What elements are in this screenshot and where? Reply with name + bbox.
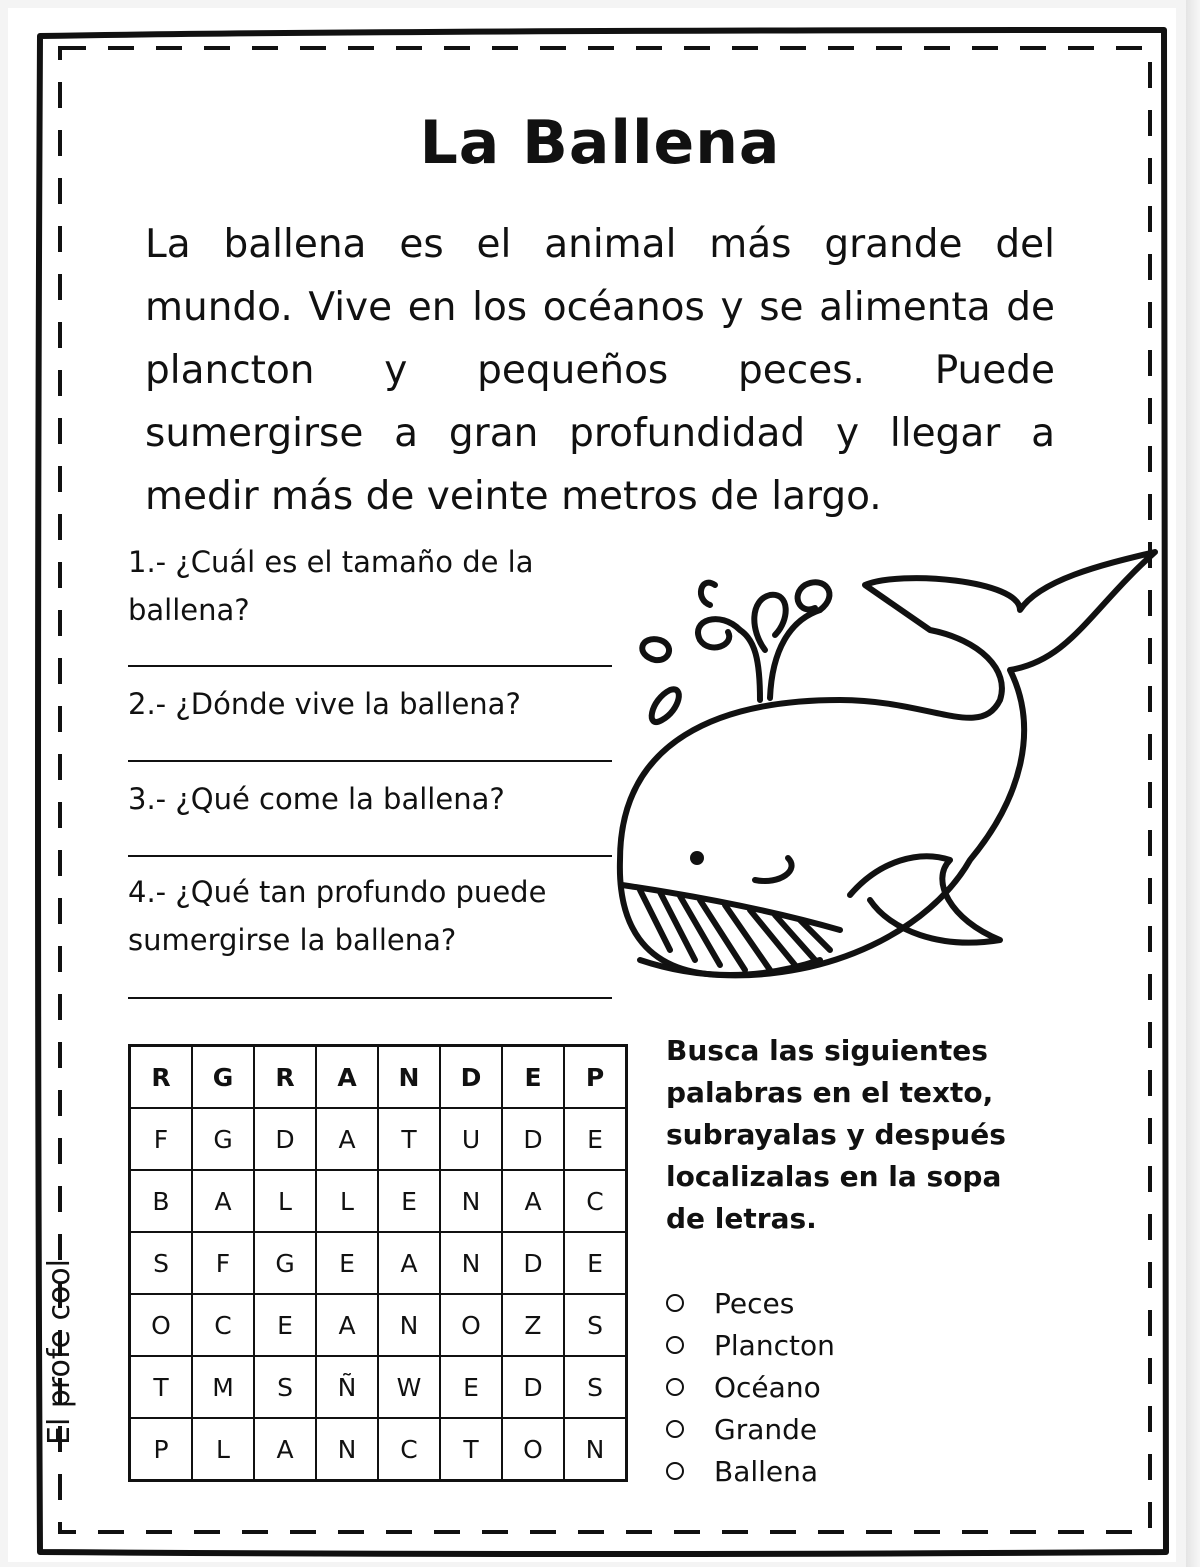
grid-cell[interactable]: N: [316, 1418, 378, 1481]
grid-cell[interactable]: E: [502, 1046, 564, 1109]
grid-cell[interactable]: S: [564, 1356, 627, 1418]
grid-cell[interactable]: A: [192, 1170, 254, 1232]
grid-cell[interactable]: N: [564, 1418, 627, 1481]
word-label: Océano: [714, 1371, 821, 1404]
grid-row-3: [130, 1170, 627, 1232]
grid-cell[interactable]: D: [440, 1046, 502, 1109]
answer-line-1[interactable]: [128, 665, 612, 667]
grid-cell[interactable]: G: [254, 1232, 316, 1294]
list-item: [666, 1283, 835, 1325]
grid-cell[interactable]: D: [502, 1356, 564, 1418]
word-label: Peces: [714, 1287, 795, 1320]
author-credit: El profe cool: [42, 1259, 77, 1445]
grid-cell[interactable]: A: [254, 1418, 316, 1481]
list-item: [666, 1325, 835, 1367]
list-item: [666, 1451, 835, 1493]
grid-cell[interactable]: O: [440, 1294, 502, 1356]
question-2: 2.- ¿Dónde vive la ballena?: [128, 687, 521, 721]
grid-cell[interactable]: R: [254, 1046, 316, 1109]
grid-cell[interactable]: A: [316, 1046, 378, 1109]
grid-cell[interactable]: A: [378, 1232, 440, 1294]
grid-cell[interactable]: D: [502, 1108, 564, 1170]
word-list: [666, 1283, 835, 1493]
word-label: Grande: [714, 1413, 818, 1446]
grid-cell[interactable]: F: [130, 1108, 193, 1170]
question-3: 3.- ¿Qué come la ballena?: [128, 782, 505, 816]
grid-cell[interactable]: T: [130, 1356, 193, 1418]
grid-cell[interactable]: B: [130, 1170, 193, 1232]
grid-cell[interactable]: D: [254, 1108, 316, 1170]
grid-cell[interactable]: E: [254, 1294, 316, 1356]
grid-cell[interactable]: N: [440, 1232, 502, 1294]
grid-cell[interactable]: N: [378, 1294, 440, 1356]
answer-line-2[interactable]: [128, 760, 612, 762]
grid-cell[interactable]: Z: [502, 1294, 564, 1356]
grid-cell[interactable]: R: [130, 1046, 193, 1109]
grid-cell[interactable]: E: [440, 1356, 502, 1418]
grid-cell[interactable]: P: [564, 1046, 627, 1109]
grid-cell[interactable]: C: [564, 1170, 627, 1232]
grid-cell[interactable]: U: [440, 1108, 502, 1170]
grid-cell[interactable]: W: [378, 1356, 440, 1418]
grid-cell[interactable]: S: [254, 1356, 316, 1418]
word-search-grid: [128, 1044, 628, 1482]
grid-cell[interactable]: E: [378, 1170, 440, 1232]
list-item: [666, 1409, 835, 1451]
grid-cell[interactable]: E: [564, 1108, 627, 1170]
word-search-instructions: Busca las siguientes palabras en el texto, subrayalas y después localizalas en la sopa de letras.: [666, 1034, 1006, 1235]
story-paragraph: La ballena es el animal más grande del mundo. Vive en los océanos y se alimenta de plancton y pequeños peces. Puede sumergirse a gran profundidad y llegar a medir más de veinte metros de largo.: [145, 222, 1055, 519]
circle-bullet-icon[interactable]: [666, 1336, 684, 1354]
circle-bullet-icon[interactable]: [666, 1378, 684, 1396]
grid-cell[interactable]: G: [192, 1108, 254, 1170]
grid-cell[interactable]: S: [564, 1294, 627, 1356]
grid-cell[interactable]: O: [502, 1418, 564, 1481]
question-1: 1.- ¿Cuál es el tamaño de la ballena?: [128, 545, 534, 627]
question-4: 4.- ¿Qué tan profundo puede sumergirse la ballena?: [128, 875, 547, 957]
page-title: La Ballena: [419, 108, 781, 178]
grid-cell[interactable]: L: [254, 1170, 316, 1232]
grid-row-5: [130, 1294, 627, 1356]
grid-cell[interactable]: C: [378, 1418, 440, 1481]
grid-cell[interactable]: A: [502, 1170, 564, 1232]
grid-cell[interactable]: C: [192, 1294, 254, 1356]
grid-cell[interactable]: A: [316, 1294, 378, 1356]
grid-cell[interactable]: D: [502, 1232, 564, 1294]
grid-cell[interactable]: M: [192, 1356, 254, 1418]
whale-illustration: [600, 540, 1160, 1000]
grid-cell[interactable]: N: [378, 1046, 440, 1109]
list-item: [666, 1367, 835, 1409]
grid-row-7: [130, 1418, 627, 1481]
answer-line-4[interactable]: [128, 997, 612, 999]
grid-cell[interactable]: E: [564, 1232, 627, 1294]
grid-row-2: [130, 1108, 627, 1170]
grid-row-4: [130, 1232, 627, 1294]
grid-cell[interactable]: F: [192, 1232, 254, 1294]
grid-cell[interactable]: L: [316, 1170, 378, 1232]
grid-cell[interactable]: Ñ: [316, 1356, 378, 1418]
grid-cell[interactable]: T: [440, 1418, 502, 1481]
grid-row-1: [130, 1046, 627, 1109]
grid-cell[interactable]: E: [316, 1232, 378, 1294]
grid-cell[interactable]: P: [130, 1418, 193, 1481]
grid-cell[interactable]: O: [130, 1294, 193, 1356]
word-label: Ballena: [714, 1455, 819, 1488]
grid-cell[interactable]: T: [378, 1108, 440, 1170]
word-label: Plancton: [714, 1329, 835, 1362]
grid-cell[interactable]: N: [440, 1170, 502, 1232]
answer-line-3[interactable]: [128, 855, 612, 857]
grid-cell[interactable]: G: [192, 1046, 254, 1109]
grid-cell[interactable]: L: [192, 1418, 254, 1481]
grid-cell[interactable]: S: [130, 1232, 193, 1294]
circle-bullet-icon[interactable]: [666, 1294, 684, 1312]
circle-bullet-icon[interactable]: [666, 1462, 684, 1480]
circle-bullet-icon[interactable]: [666, 1420, 684, 1438]
grid-row-6: [130, 1356, 627, 1418]
grid-cell[interactable]: A: [316, 1108, 378, 1170]
